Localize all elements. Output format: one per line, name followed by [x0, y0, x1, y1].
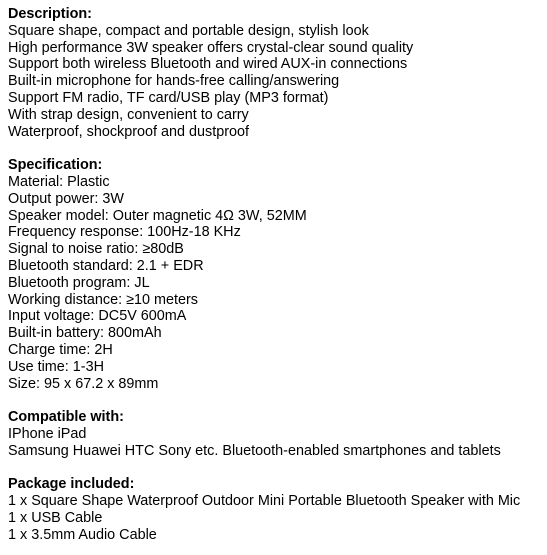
description-line: Built-in microphone for hands-free calling/answering — [8, 73, 340, 90]
description-line: With strap design, convenient to carry — [8, 106, 249, 123]
spec-line-material: Material: Plastic — [8, 173, 110, 190]
description-line: High performance 3W speaker offers crystal-clear sound quality — [8, 39, 414, 56]
spec-line-speaker-model: Speaker model: Outer magnetic 4Ω 3W, 52MM — [8, 207, 307, 224]
spec-line-battery: Built-in battery: 800mAh — [8, 325, 162, 342]
spec-line-bluetooth-standard: Bluetooth standard: 2.1 + EDR — [8, 257, 204, 274]
package-section — [8, 476, 545, 543]
specification-heading: Specification: — [8, 157, 103, 174]
specification-section — [8, 157, 545, 392]
package-line: 1 x Square Shape Waterproof Outdoor Mini Portable Bluetooth Speaker with Mic — [8, 493, 521, 510]
spec-line-output-power: Output power: 3W — [8, 190, 124, 207]
spec-line-bluetooth-program: Bluetooth program: JL — [8, 274, 150, 291]
compatible-list — [8, 426, 545, 460]
compatible-heading: Compatible with: — [8, 409, 124, 426]
spec-line-use-time: Use time: 1-3H — [8, 358, 104, 375]
spec-line-input-voltage: Input voltage: DC5V 600mA — [8, 308, 187, 325]
package-line: 1 x 3.5mm Audio Cable — [8, 526, 157, 543]
specification-list — [8, 174, 545, 392]
description-line: Waterproof, shockproof and dustproof — [8, 123, 250, 140]
spec-line-charge-time: Charge time: 2H — [8, 341, 113, 358]
compatible-line: IPhone iPad — [8, 425, 87, 442]
spec-line-frequency-response: Frequency response: 100Hz-18 KHz — [8, 224, 241, 241]
description-line: Support FM radio, TF card/USB play (MP3 format) — [8, 89, 329, 106]
description-heading: Description: — [8, 6, 92, 22]
product-document — [8, 6, 545, 544]
compatible-section — [8, 409, 545, 459]
package-list — [8, 493, 545, 543]
spec-line-size: Size: 95 x 67.2 x 89mm — [8, 375, 159, 392]
spec-line-working-distance: Working distance: ≥10 meters — [8, 291, 198, 308]
description-line: Square shape, compact and portable design, stylish look — [8, 22, 369, 39]
package-line: 1 x USB Cable — [8, 509, 103, 526]
description-list — [8, 23, 545, 141]
compatible-line: Samsung Huawei HTC Sony etc. Bluetooth-enabled smartphones and tablets — [8, 442, 501, 459]
package-heading: Package included: — [8, 476, 135, 493]
description-line: Support both wireless Bluetooth and wired AUX-in connections — [8, 56, 408, 73]
spec-line-signal-noise: Signal to noise ratio: ≥80dB — [8, 241, 184, 258]
description-section — [8, 6, 545, 140]
